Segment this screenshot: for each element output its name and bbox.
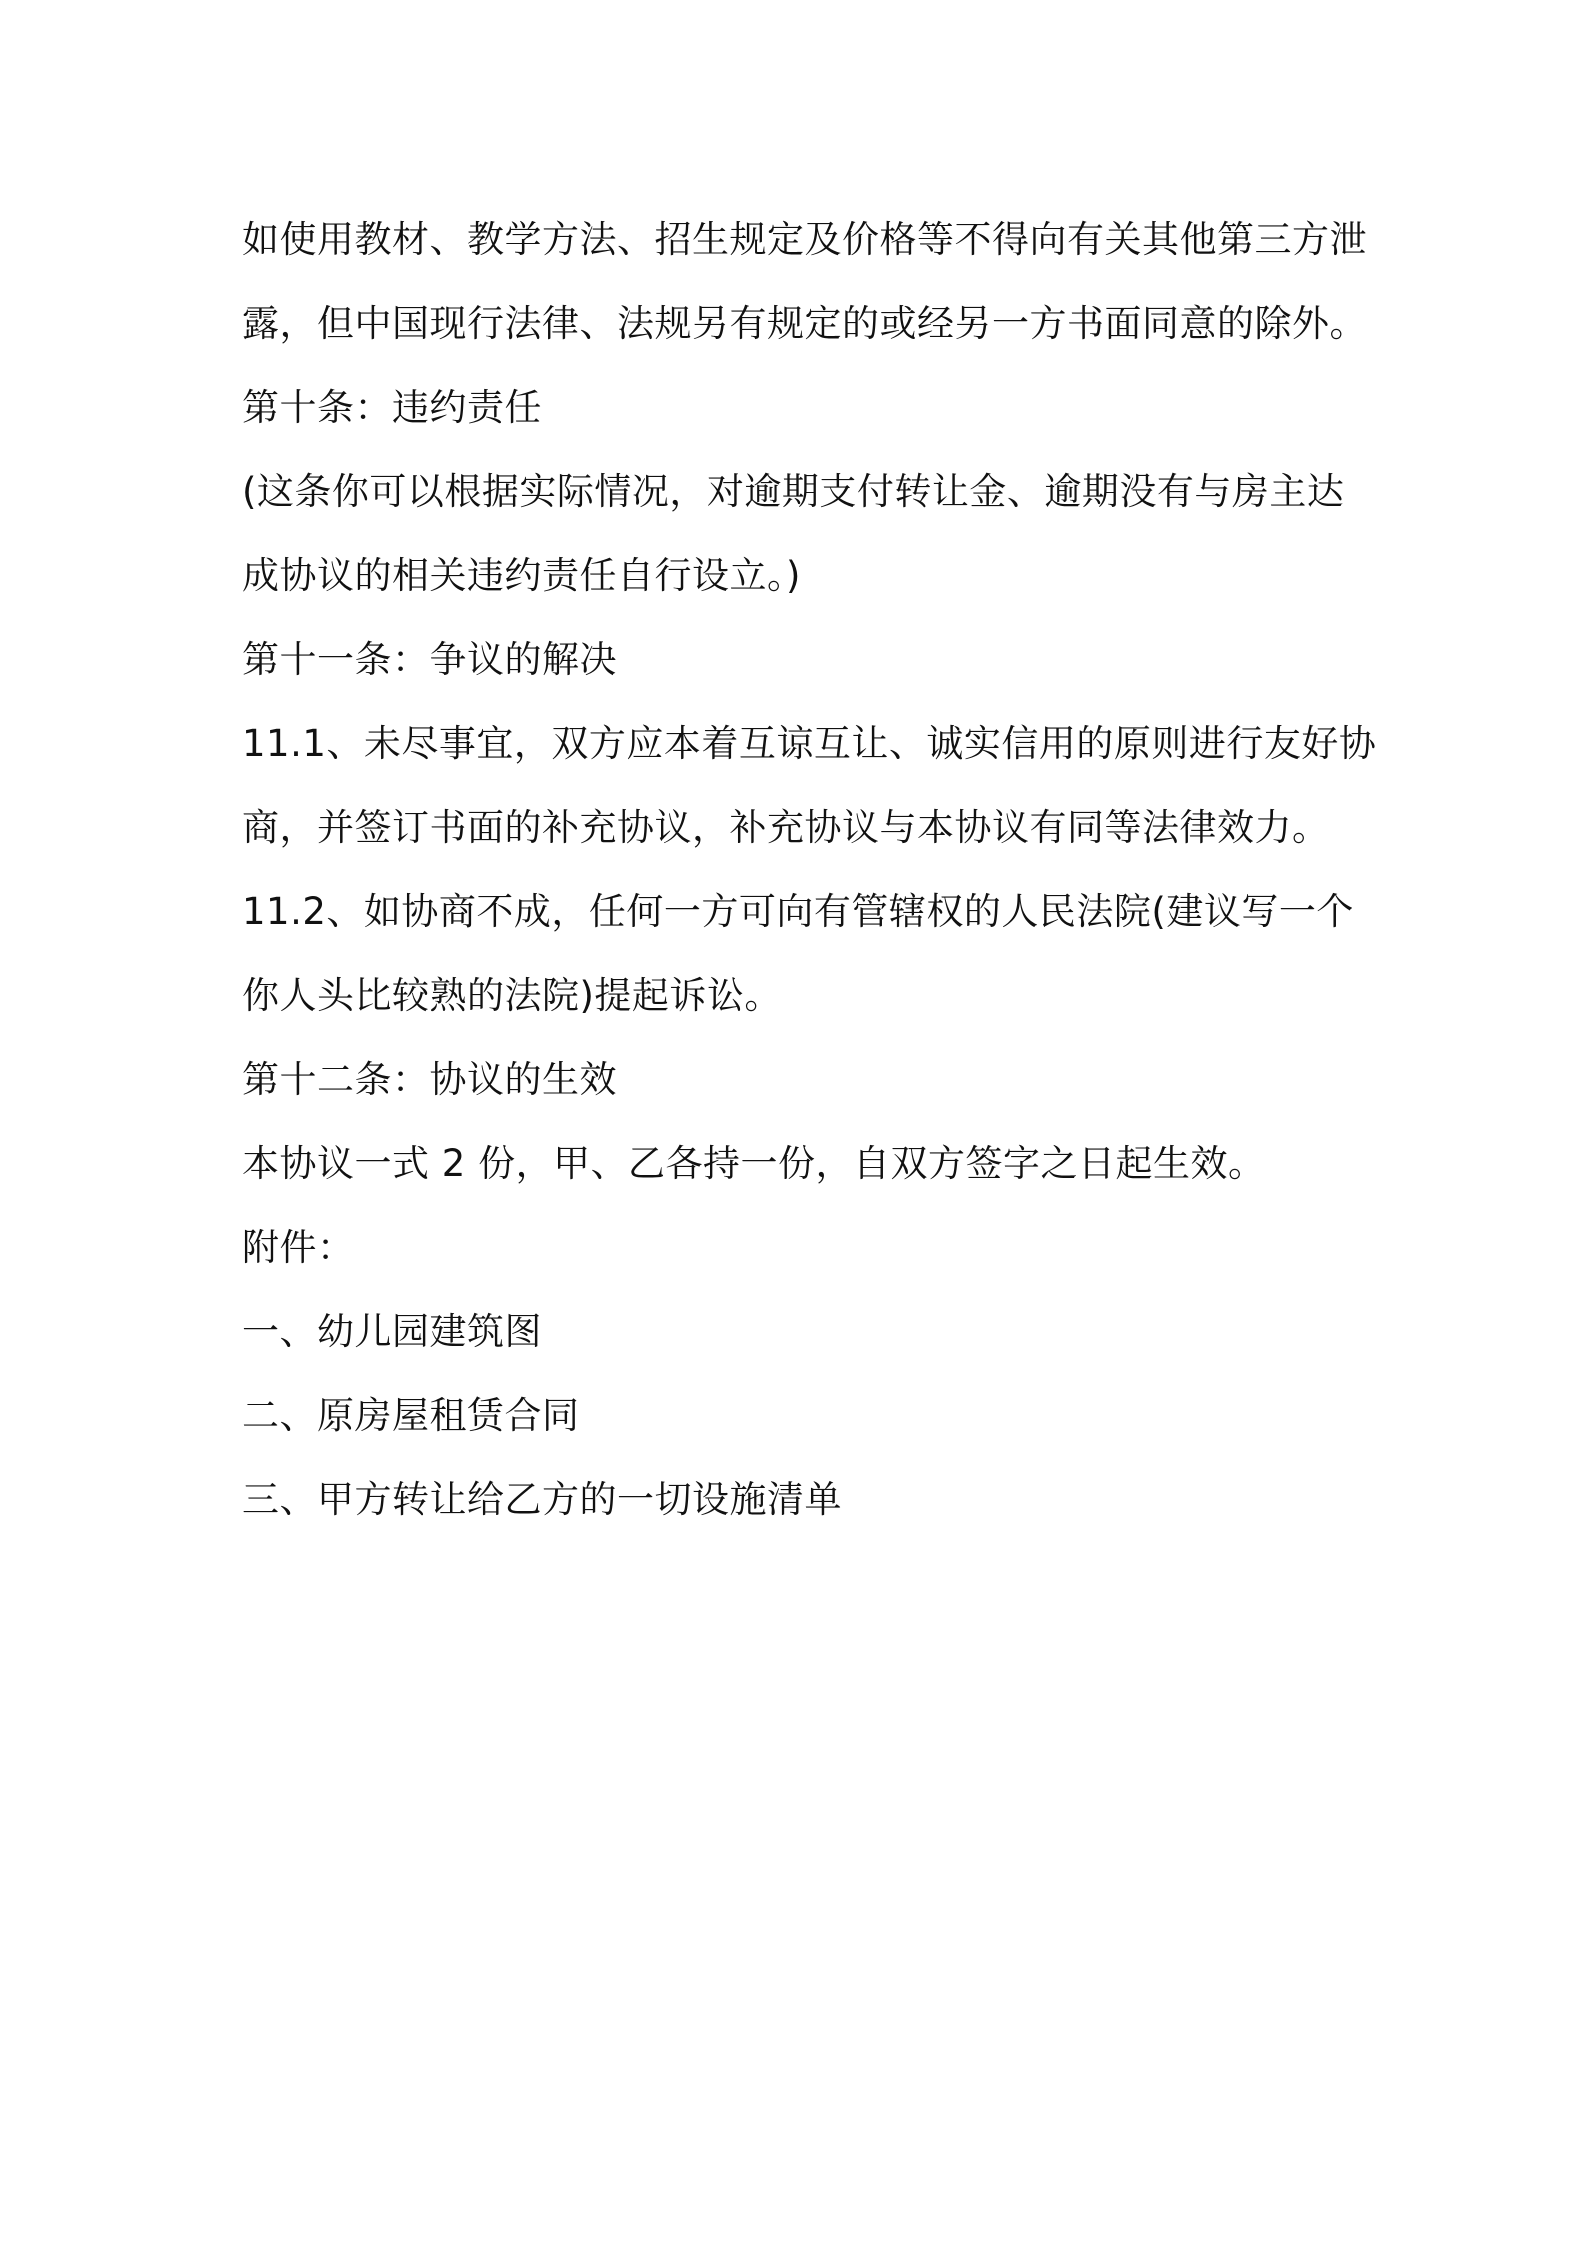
clause-11-2-line-2: 你人头比较熟的法院)提起诉讼。 <box>242 974 782 1017</box>
article-12-heading: 第十二条：协议的生效 <box>242 1058 617 1101</box>
clause-11-2-line-1: 11.2、如协商不成，任何一方可向有管辖权的人民法院(建议写一个 <box>242 890 1354 933</box>
article-11-heading: 第十一条：争议的解决 <box>242 638 617 681</box>
paragraph-confidentiality-line-1: 如使用教材、教学方法、招生规定及价格等不得向有关其他第三方泄 <box>242 218 1367 261</box>
article-10-note-line-1: (这条你可以根据实际情况，对逾期支付转让金、逾期没有与房主达 <box>242 470 1345 513</box>
article-10-note-line-2: 成协议的相关违约责任自行设立。) <box>242 554 801 597</box>
clause-11-1-line-2: 商，并签订书面的补充协议，补充协议与本协议有同等法律效力。 <box>242 806 1330 849</box>
paragraph-confidentiality-line-2: 露，但中国现行法律、法规另有规定的或经另一方书面同意的除外。 <box>242 302 1367 345</box>
article-10-heading: 第十条：违约责任 <box>242 386 542 429</box>
clause-11-1-line-1: 11.1、未尽事宜，双方应本着互谅互让、诚实信用的原则进行友好协 <box>242 722 1377 765</box>
attachments-heading: 附件： <box>242 1226 355 1269</box>
attachment-item-1: 一、幼儿园建筑图 <box>242 1310 542 1353</box>
document-body <box>242 198 1377 1542</box>
attachment-item-3: 三、甲方转让给乙方的一切设施清单 <box>242 1478 842 1521</box>
attachment-item-2: 二、原房屋租赁合同 <box>242 1394 580 1437</box>
article-12-text: 本协议一式 2 份，甲、乙各持一份，自双方签字之日起生效。 <box>242 1142 1266 1185</box>
